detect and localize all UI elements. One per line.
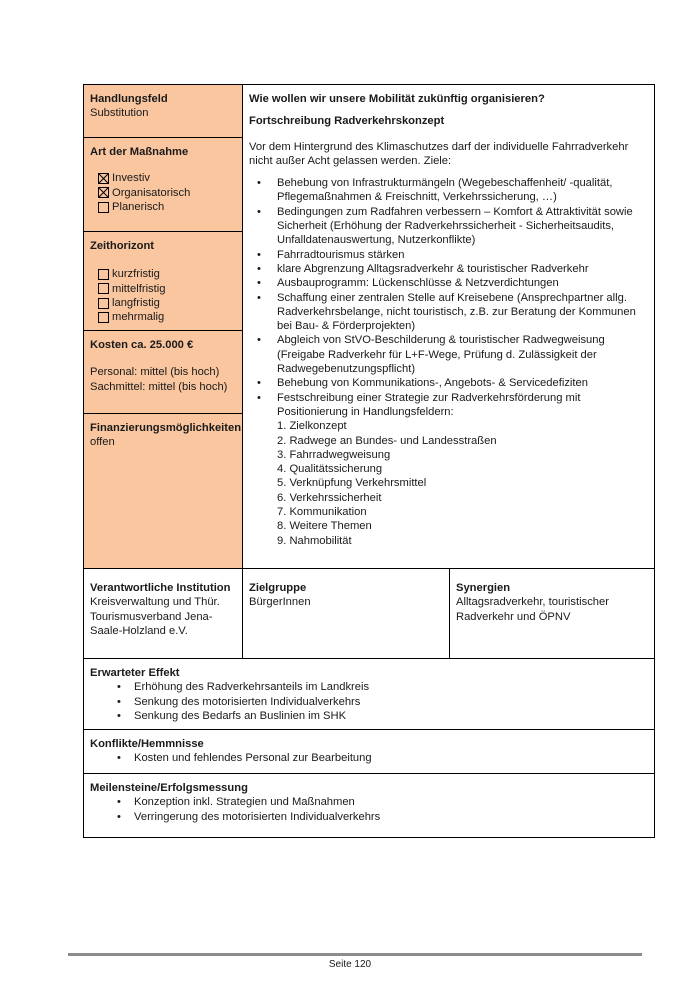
konflikte-label: Konflikte/Hemmnisse xyxy=(90,738,204,750)
divider xyxy=(84,729,654,730)
list-item: • Festschreibung einer Strategie zur Radverkehrsförderung mit Positionierung in Handlungsfeldern: xyxy=(249,391,646,420)
action-fields-list xyxy=(249,419,646,548)
list-item: 4. Qualitätssicherung xyxy=(277,463,383,476)
divider xyxy=(84,413,242,414)
institution-label: Verantwortliche Institution xyxy=(90,582,231,594)
list-item: • Behebung von Kommunikations-, Angebots- & Servicedefiziten xyxy=(249,376,646,390)
list-item: 3. Fahrradwegweisung xyxy=(277,448,391,461)
list-item: • Ausbauprogramm: Lückenschlüsse & Netzverdichtungen xyxy=(249,276,646,290)
art-option-organisatorisch[interactable] xyxy=(98,186,236,200)
effekt-list xyxy=(90,680,648,723)
zeit-option-mittelfristig[interactable] xyxy=(98,282,236,296)
handlungsfeld-value: Substitution xyxy=(90,107,149,120)
main-content-cell xyxy=(243,85,654,568)
list-item: 7. Kommunikation xyxy=(277,506,367,519)
checkbox-icon[interactable] xyxy=(98,269,109,280)
zeit-option-label: kurzfristig xyxy=(112,268,160,281)
kosten-personal: Personal: mittel (bis hoch) xyxy=(90,366,220,379)
list-item: • Fahrradtourismus stärken xyxy=(249,248,646,262)
institution-value: Kreisverwaltung und Thür. Tourismusverband Jena-Saale-Holzland e.V. xyxy=(90,596,220,637)
list-item: 2. Radwege an Bundes- und Landesstraßen xyxy=(277,434,497,447)
checkbox-icon[interactable] xyxy=(98,173,109,184)
meilensteine-label: Meilensteine/Erfolgsmessung xyxy=(90,782,248,794)
zeit-option-label: langfristig xyxy=(112,296,160,309)
art-option-label: Organisatorisch xyxy=(112,186,191,199)
art-cell xyxy=(84,138,242,231)
art-label: Art der Maßnahme xyxy=(90,146,189,158)
zielgruppe-label: Zielgruppe xyxy=(249,582,307,594)
measure-sheet-table xyxy=(83,84,655,838)
measure-title: Fortschreibung Radverkehrskonzept xyxy=(249,115,445,128)
list-item: 8. Weitere Themen xyxy=(277,520,372,533)
art-option-label: Investiv xyxy=(112,172,150,185)
konflikte-list xyxy=(90,751,648,765)
measure-question: Wie wollen wir unsere Mobilität zukünftig organisieren? xyxy=(249,93,545,105)
zielgruppe-cell xyxy=(243,569,449,658)
divider xyxy=(84,568,654,569)
checkbox-icon[interactable] xyxy=(98,312,109,323)
list-item: • Bedingungen zum Radfahren verbessern – Komfort & Attraktivität sowie Sicherheit (Erhöhung der Radverkehrssicherheit - Sicherheitsaudits, Unfalldatenauswertung, Nutzerkonflikte) xyxy=(249,205,646,248)
zeit-option-label: mehrmalig xyxy=(112,311,165,324)
list-item: 9. Nahmobilität xyxy=(277,534,352,547)
list-item: 6. Verkehrssicherheit xyxy=(277,491,382,504)
art-option-investiv[interactable] xyxy=(98,171,236,185)
finanzierung-cell xyxy=(84,414,242,568)
effekt-label: Erwarteter Effekt xyxy=(90,667,180,679)
handlungsfeld-label: Handlungsfeld xyxy=(90,93,168,105)
divider xyxy=(242,85,243,658)
konflikte-cell xyxy=(84,730,654,773)
zeit-option-langfristig[interactable] xyxy=(98,296,236,310)
meilensteine-cell xyxy=(84,774,654,837)
list-item: • Konzeption inkl. Strategien und Maßnahmen xyxy=(90,795,648,809)
list-item: • klare Abgrenzung Alltagsradverkehr & touristischer Radverkehr xyxy=(249,262,646,276)
effekt-cell xyxy=(84,659,654,729)
divider xyxy=(84,658,654,659)
zeit-option-kurzfristig[interactable] xyxy=(98,267,236,281)
goals-list xyxy=(249,176,646,419)
synergien-label: Synergien xyxy=(456,582,511,594)
zeithorizont-label: Zeithorizont xyxy=(90,240,155,252)
divider xyxy=(84,137,242,138)
finanzierung-value: offen xyxy=(90,436,115,449)
divider xyxy=(84,231,242,232)
measure-intro: Vor dem Hintergrund des Klimaschutzes darf der individuelle Fahrradverkehr nicht außer Acht gelassen werden. Ziele: xyxy=(249,140,629,167)
synergien-value: Alltagsradverkehr, touristischer Radverkehr und ÖPNV xyxy=(456,596,609,623)
checkbox-icon[interactable] xyxy=(98,202,109,213)
divider xyxy=(84,773,654,774)
list-item: • Kosten und fehlendes Personal zur Bearbeitung xyxy=(90,751,648,765)
handlungsfeld-cell xyxy=(84,85,242,137)
checkbox-icon[interactable] xyxy=(98,187,109,198)
list-item: • Erhöhung des Radverkehrsanteils im Landkreis xyxy=(90,680,648,694)
checkbox-icon[interactable] xyxy=(98,298,109,309)
footer-rule xyxy=(68,953,642,956)
zeit-option-label: mittelfristig xyxy=(112,282,166,295)
finanzierung-label: Finanzierungsmöglichkeiten xyxy=(90,422,242,434)
kosten-sachmittel: Sachmittel: mittel (bis hoch) xyxy=(90,380,228,393)
zeit-option-mehrmalig[interactable] xyxy=(98,310,236,324)
list-item: • Abgleich von StVO-Beschilderung & touristischer Radwegweisung (Freigabe Radverkehr für L+F-Wege, Prüfung d. Zulässigkeit der Radwegebenutzungspflicht) xyxy=(249,333,646,376)
divider xyxy=(449,568,450,658)
list-item: • Schaffung einer zentralen Stelle auf Kreisebene (Ansprechpartner allg. Radverkehrsbelange, nicht touristisch, z.B. zur Beratung der Kommunen bei Bau- & Förderprojekten) xyxy=(249,291,646,334)
zeithorizont-cell xyxy=(84,232,242,330)
list-item: 1. Zielkonzept xyxy=(277,420,347,433)
list-item: • Verringerung des motorisierten Individualverkehrs xyxy=(90,810,648,824)
art-option-planerisch[interactable] xyxy=(98,200,236,214)
art-option-label: Planerisch xyxy=(112,200,165,213)
kosten-label: Kosten ca. 25.000 € xyxy=(90,339,194,351)
list-item: 5. Verknüpfung Verkehrsmittel xyxy=(277,477,427,490)
synergien-cell xyxy=(450,569,654,658)
list-item: • Senkung des Bedarfs an Buslinien im SHK xyxy=(90,709,648,723)
kosten-cell xyxy=(84,331,242,413)
zielgruppe-value: BürgerInnen xyxy=(249,596,311,609)
checkbox-icon[interactable] xyxy=(98,283,109,294)
divider xyxy=(84,330,242,331)
list-item: • Behebung von Infrastrukturmängeln (Wegebeschaffenheit/ -qualität, Pflegemaßnahmen & Freischnitt, Verkehrssicherung, …) xyxy=(249,176,646,205)
list-item: • Senkung des motorisierten Individualverkehrs xyxy=(90,695,648,709)
meilensteine-list xyxy=(90,795,648,824)
institution-cell xyxy=(84,569,242,658)
page-number: Seite 120 xyxy=(328,959,372,970)
